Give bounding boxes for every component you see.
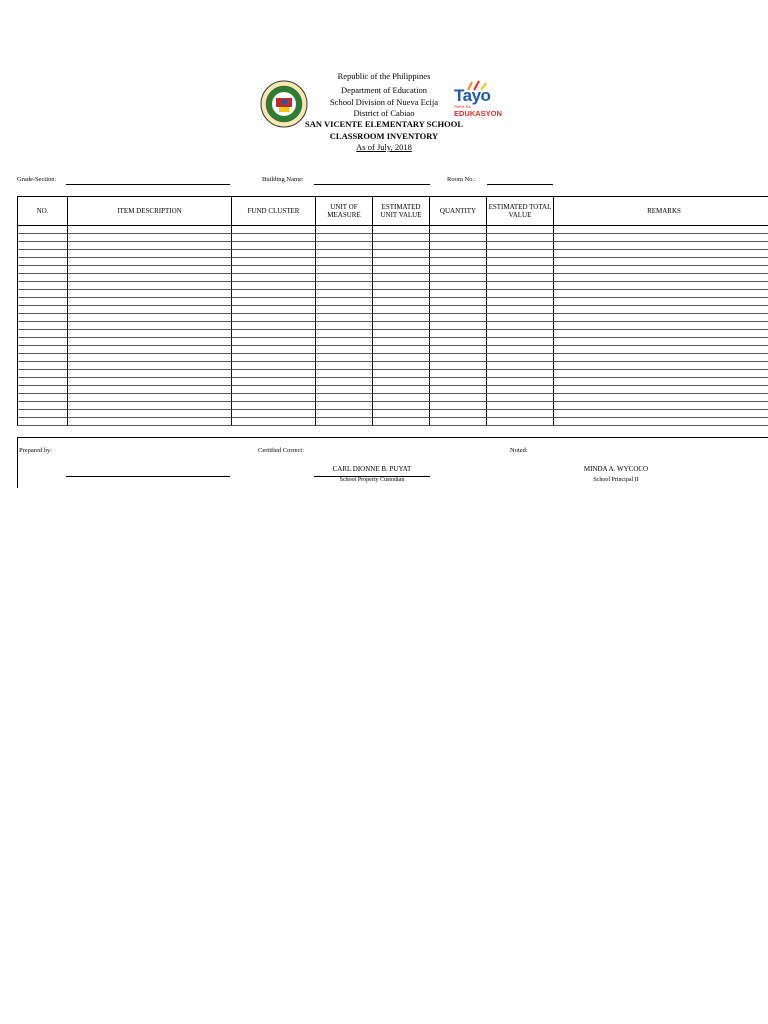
- prepared-by-signature-line[interactable]: [66, 476, 230, 477]
- table-body: [18, 226, 768, 426]
- table-cell[interactable]: [316, 410, 373, 418]
- table-cell[interactable]: [554, 306, 768, 314]
- table-cell[interactable]: [232, 410, 316, 418]
- table-cell[interactable]: [430, 378, 487, 386]
- table-cell[interactable]: [554, 274, 768, 282]
- table-cell[interactable]: [68, 394, 232, 402]
- table-cell[interactable]: [430, 306, 487, 314]
- table-cell[interactable]: [487, 370, 554, 378]
- table-cell[interactable]: [18, 266, 68, 274]
- table-cell[interactable]: [554, 314, 768, 322]
- table-cell[interactable]: [487, 378, 554, 386]
- table-cell[interactable]: [68, 306, 232, 314]
- table-row: [18, 314, 768, 322]
- table-cell[interactable]: [232, 234, 316, 242]
- table-cell[interactable]: [430, 394, 487, 402]
- table-cell[interactable]: [18, 378, 68, 386]
- col-header-remarks: REMARKS: [554, 197, 768, 226]
- table-cell[interactable]: [487, 410, 554, 418]
- header-line-division: School Division of Nueva Ecija: [329, 97, 439, 107]
- table-cell[interactable]: [554, 258, 768, 266]
- table-cell[interactable]: [68, 266, 232, 274]
- table-cell[interactable]: [68, 410, 232, 418]
- table-cell[interactable]: [554, 250, 768, 258]
- table-cell[interactable]: [68, 330, 232, 338]
- table-cell[interactable]: [18, 322, 68, 330]
- table-row: [18, 346, 768, 354]
- table-cell[interactable]: [232, 226, 316, 234]
- table-cell[interactable]: [554, 234, 768, 242]
- table-cell[interactable]: [373, 258, 430, 266]
- table-cell[interactable]: [430, 402, 487, 410]
- principal-title: School Principal II: [593, 477, 639, 483]
- table-cell[interactable]: [430, 290, 487, 298]
- table-cell[interactable]: [232, 362, 316, 370]
- table-cell[interactable]: [373, 418, 430, 426]
- table-cell[interactable]: [316, 402, 373, 410]
- table-row: [18, 378, 768, 386]
- table-cell[interactable]: [430, 338, 487, 346]
- table-cell[interactable]: [232, 370, 316, 378]
- table-cell[interactable]: [554, 282, 768, 290]
- table-row: [18, 362, 768, 370]
- table-cell[interactable]: [18, 370, 68, 378]
- table-cell[interactable]: [373, 330, 430, 338]
- table-cell[interactable]: [232, 322, 316, 330]
- table-cell[interactable]: [316, 234, 373, 242]
- table-cell[interactable]: [316, 362, 373, 370]
- table-cell[interactable]: [316, 378, 373, 386]
- table-cell[interactable]: [68, 322, 232, 330]
- table-cell[interactable]: [232, 394, 316, 402]
- table-cell[interactable]: [18, 234, 68, 242]
- table-row: [18, 354, 768, 362]
- table-cell[interactable]: [316, 330, 373, 338]
- table-row: [18, 322, 768, 330]
- building-name-label: Building Name:: [262, 176, 304, 183]
- table-cell[interactable]: [18, 314, 68, 322]
- table-cell[interactable]: [18, 418, 68, 426]
- col-header-unit-of-measure: UNIT OF MEASURE: [316, 197, 373, 226]
- table-cell[interactable]: [487, 362, 554, 370]
- table-cell[interactable]: [232, 314, 316, 322]
- table-cell[interactable]: [373, 274, 430, 282]
- table-row: [18, 394, 768, 402]
- col-header-fund-cluster: FUND CLUSTER: [232, 197, 316, 226]
- table-cell[interactable]: [316, 250, 373, 258]
- table-cell[interactable]: [487, 282, 554, 290]
- table-cell[interactable]: [487, 354, 554, 362]
- table-cell[interactable]: [316, 346, 373, 354]
- table-cell[interactable]: [430, 266, 487, 274]
- table-cell[interactable]: [554, 338, 768, 346]
- school-name: SAN VICENTE ELEMENTARY SCHOOL: [304, 119, 463, 129]
- table-cell[interactable]: [554, 330, 768, 338]
- table-cell[interactable]: [373, 394, 430, 402]
- table-cell[interactable]: [232, 402, 316, 410]
- table-cell[interactable]: [487, 394, 554, 402]
- table-row: [18, 330, 768, 338]
- table-cell[interactable]: [554, 290, 768, 298]
- table-cell[interactable]: [430, 386, 487, 394]
- table-cell[interactable]: [373, 338, 430, 346]
- table-cell[interactable]: [554, 266, 768, 274]
- table-cell[interactable]: [232, 338, 316, 346]
- table-cell[interactable]: [373, 346, 430, 354]
- table-cell[interactable]: [232, 274, 316, 282]
- table-cell[interactable]: [68, 258, 232, 266]
- table-cell[interactable]: [232, 378, 316, 386]
- table-cell[interactable]: [316, 226, 373, 234]
- table-cell[interactable]: [316, 290, 373, 298]
- table-cell[interactable]: [232, 258, 316, 266]
- table-cell[interactable]: [487, 314, 554, 322]
- table-row: [18, 370, 768, 378]
- table-cell[interactable]: [232, 354, 316, 362]
- table-cell[interactable]: [487, 330, 554, 338]
- table-cell[interactable]: [373, 314, 430, 322]
- table-cell[interactable]: [430, 418, 487, 426]
- table-cell[interactable]: [554, 354, 768, 362]
- table-cell[interactable]: [316, 274, 373, 282]
- table-cell[interactable]: [430, 250, 487, 258]
- col-header-item-description: ITEM DESCRIPTION: [68, 197, 232, 226]
- logo-subtext: EDUKASYON: [454, 109, 502, 118]
- table-cell[interactable]: [554, 242, 768, 250]
- table-cell[interactable]: [430, 346, 487, 354]
- table-row: [18, 402, 768, 410]
- table-cell[interactable]: [18, 394, 68, 402]
- table-cell[interactable]: [68, 234, 232, 242]
- header-line-department: Department of Education: [341, 85, 427, 95]
- table-cell[interactable]: [18, 338, 68, 346]
- table-cell[interactable]: [68, 282, 232, 290]
- table-cell[interactable]: [373, 410, 430, 418]
- col-header-estimated-unit-value: ESTIMATED UNIT VALUE: [373, 197, 430, 226]
- table-cell[interactable]: [68, 370, 232, 378]
- table-cell[interactable]: [373, 306, 430, 314]
- table-cell[interactable]: [316, 354, 373, 362]
- table-cell[interactable]: [430, 274, 487, 282]
- table-cell[interactable]: [487, 306, 554, 314]
- table-cell[interactable]: [18, 282, 68, 290]
- table-cell[interactable]: [18, 298, 68, 306]
- table-cell[interactable]: [316, 282, 373, 290]
- table-cell[interactable]: [373, 234, 430, 242]
- table-cell[interactable]: [232, 290, 316, 298]
- table-cell[interactable]: [430, 330, 487, 338]
- col-header-quantity: QUANTITY: [430, 197, 487, 226]
- table-row: [18, 418, 768, 426]
- prepared-by-label: Prepared by:: [19, 447, 53, 454]
- table-cell[interactable]: [430, 370, 487, 378]
- table-cell[interactable]: [430, 258, 487, 266]
- table-cell[interactable]: [68, 298, 232, 306]
- table-cell[interactable]: [68, 290, 232, 298]
- table-cell[interactable]: [18, 274, 68, 282]
- table-cell[interactable]: [68, 250, 232, 258]
- table-row: [18, 290, 768, 298]
- table-cell[interactable]: [373, 266, 430, 274]
- table-cell[interactable]: [232, 386, 316, 394]
- table-cell[interactable]: [373, 322, 430, 330]
- table-cell[interactable]: [316, 306, 373, 314]
- table-cell[interactable]: [68, 346, 232, 354]
- table-cell[interactable]: [430, 282, 487, 290]
- page-title: CLASSROOM INVENTORY: [329, 131, 439, 141]
- table-cell[interactable]: [316, 418, 373, 426]
- table-row: [18, 386, 768, 394]
- table-cell[interactable]: [430, 234, 487, 242]
- logo-word: Tayo: [454, 86, 491, 105]
- table-cell[interactable]: [487, 266, 554, 274]
- table-cell[interactable]: [373, 290, 430, 298]
- room-no-field[interactable]: [487, 184, 553, 185]
- table-cell[interactable]: [18, 226, 68, 234]
- table-cell[interactable]: [373, 386, 430, 394]
- table-cell[interactable]: [373, 250, 430, 258]
- table-cell[interactable]: [487, 386, 554, 394]
- table-cell[interactable]: [373, 370, 430, 378]
- table-cell[interactable]: [487, 258, 554, 266]
- table-cell[interactable]: [68, 386, 232, 394]
- table-cell[interactable]: [373, 354, 430, 362]
- inventory-table: [17, 196, 768, 426]
- table-row: [18, 338, 768, 346]
- table-row: [18, 410, 768, 418]
- table-cell[interactable]: [554, 410, 768, 418]
- table-cell[interactable]: [316, 258, 373, 266]
- table-cell[interactable]: [554, 378, 768, 386]
- table-cell[interactable]: [232, 418, 316, 426]
- table-cell[interactable]: [68, 402, 232, 410]
- table-cell[interactable]: [554, 298, 768, 306]
- table-cell[interactable]: [487, 250, 554, 258]
- table-row: [18, 226, 768, 234]
- col-header-estimated-total-value: ESTIMATED TOTAL VALUE: [487, 197, 554, 226]
- table-cell[interactable]: [430, 242, 487, 250]
- logo-small-text: PARA SA: [454, 104, 471, 109]
- table-cell[interactable]: [554, 226, 768, 234]
- header-line-republic: Republic of the Philippines: [337, 71, 431, 81]
- table-cell[interactable]: [487, 290, 554, 298]
- table-cell[interactable]: [232, 282, 316, 290]
- table-cell[interactable]: [554, 370, 768, 378]
- table-cell[interactable]: [18, 402, 68, 410]
- table-cell[interactable]: [554, 362, 768, 370]
- grade-section-label: Grade-Section:: [17, 176, 57, 183]
- table-cell[interactable]: [373, 242, 430, 250]
- table-cell[interactable]: [68, 338, 232, 346]
- table-row: [18, 274, 768, 282]
- table-cell[interactable]: [316, 242, 373, 250]
- table-cell[interactable]: [18, 258, 68, 266]
- table-cell[interactable]: [316, 266, 373, 274]
- table-cell[interactable]: [487, 346, 554, 354]
- table-cell[interactable]: [487, 234, 554, 242]
- table-cell[interactable]: [68, 226, 232, 234]
- room-no-label: Room No.:: [447, 176, 476, 183]
- table-cell[interactable]: [373, 282, 430, 290]
- table-cell[interactable]: [430, 226, 487, 234]
- table-cell[interactable]: [18, 386, 68, 394]
- table-cell[interactable]: [68, 314, 232, 322]
- table-cell[interactable]: [554, 322, 768, 330]
- table-cell[interactable]: [68, 362, 232, 370]
- table-cell[interactable]: [316, 386, 373, 394]
- table-cell[interactable]: [18, 290, 68, 298]
- table-cell[interactable]: [18, 242, 68, 250]
- table-cell[interactable]: [18, 354, 68, 362]
- table-cell[interactable]: [373, 378, 430, 386]
- custodian-name: CARL DIONNE B. PUYAT: [332, 465, 412, 473]
- table-cell[interactable]: [554, 394, 768, 402]
- table-cell[interactable]: [487, 226, 554, 234]
- table-cell[interactable]: [487, 402, 554, 410]
- table-cell[interactable]: [554, 386, 768, 394]
- table-cell[interactable]: [430, 322, 487, 330]
- table-cell[interactable]: [68, 418, 232, 426]
- table-cell[interactable]: [68, 242, 232, 250]
- table-cell[interactable]: [554, 346, 768, 354]
- table-cell[interactable]: [232, 306, 316, 314]
- table-cell[interactable]: [316, 394, 373, 402]
- table-cell[interactable]: [430, 410, 487, 418]
- table-row: [18, 258, 768, 266]
- table-cell[interactable]: [487, 322, 554, 330]
- table-header-row: [18, 197, 768, 226]
- table-row: [18, 250, 768, 258]
- table-cell[interactable]: [430, 314, 487, 322]
- principal-name: MINDA A. WYCOCO: [583, 465, 649, 473]
- table-cell[interactable]: [68, 354, 232, 362]
- table-cell[interactable]: [232, 298, 316, 306]
- table-cell[interactable]: [232, 266, 316, 274]
- header-line-district: District of Cabiao: [353, 108, 415, 118]
- inventory-date: As of July, 2018: [356, 142, 412, 152]
- table-row: [18, 266, 768, 274]
- table-row: [18, 282, 768, 290]
- table-cell[interactable]: [373, 298, 430, 306]
- table-cell[interactable]: [18, 330, 68, 338]
- table-row: [18, 242, 768, 250]
- custodian-title: School Property Custodian: [339, 477, 405, 483]
- table-cell[interactable]: [316, 314, 373, 322]
- table-cell[interactable]: [373, 402, 430, 410]
- table-cell[interactable]: [18, 362, 68, 370]
- table-cell[interactable]: [18, 410, 68, 418]
- table-cell[interactable]: [316, 298, 373, 306]
- table-cell[interactable]: [232, 242, 316, 250]
- table-cell[interactable]: [373, 226, 430, 234]
- table-cell[interactable]: [232, 330, 316, 338]
- table-row: [18, 306, 768, 314]
- table-cell[interactable]: [316, 338, 373, 346]
- table-cell[interactable]: [554, 402, 768, 410]
- table-cell[interactable]: [68, 274, 232, 282]
- table-cell[interactable]: [373, 362, 430, 370]
- table-cell[interactable]: [487, 242, 554, 250]
- table-cell[interactable]: [487, 274, 554, 282]
- table-cell[interactable]: [316, 370, 373, 378]
- noted-label: Noted:: [510, 447, 528, 454]
- table-cell[interactable]: [487, 338, 554, 346]
- building-name-field[interactable]: [314, 184, 430, 185]
- table-cell[interactable]: [430, 298, 487, 306]
- table-cell[interactable]: [487, 298, 554, 306]
- table-cell[interactable]: [430, 354, 487, 362]
- col-header-no: NO.: [18, 197, 68, 226]
- certified-correct-label: Certified Correct:: [258, 447, 305, 454]
- table-row: [18, 298, 768, 306]
- tayo-logo: [452, 80, 502, 120]
- table-cell[interactable]: [316, 322, 373, 330]
- table-cell[interactable]: [232, 346, 316, 354]
- table-cell[interactable]: [18, 346, 68, 354]
- table-cell[interactable]: [232, 250, 316, 258]
- table-row: [18, 234, 768, 242]
- table-cell[interactable]: [554, 418, 768, 426]
- table-cell[interactable]: [487, 418, 554, 426]
- table-cell[interactable]: [68, 378, 232, 386]
- table-cell[interactable]: [18, 306, 68, 314]
- table-cell[interactable]: [430, 362, 487, 370]
- grade-section-field[interactable]: [66, 184, 230, 185]
- table-cell[interactable]: [18, 250, 68, 258]
